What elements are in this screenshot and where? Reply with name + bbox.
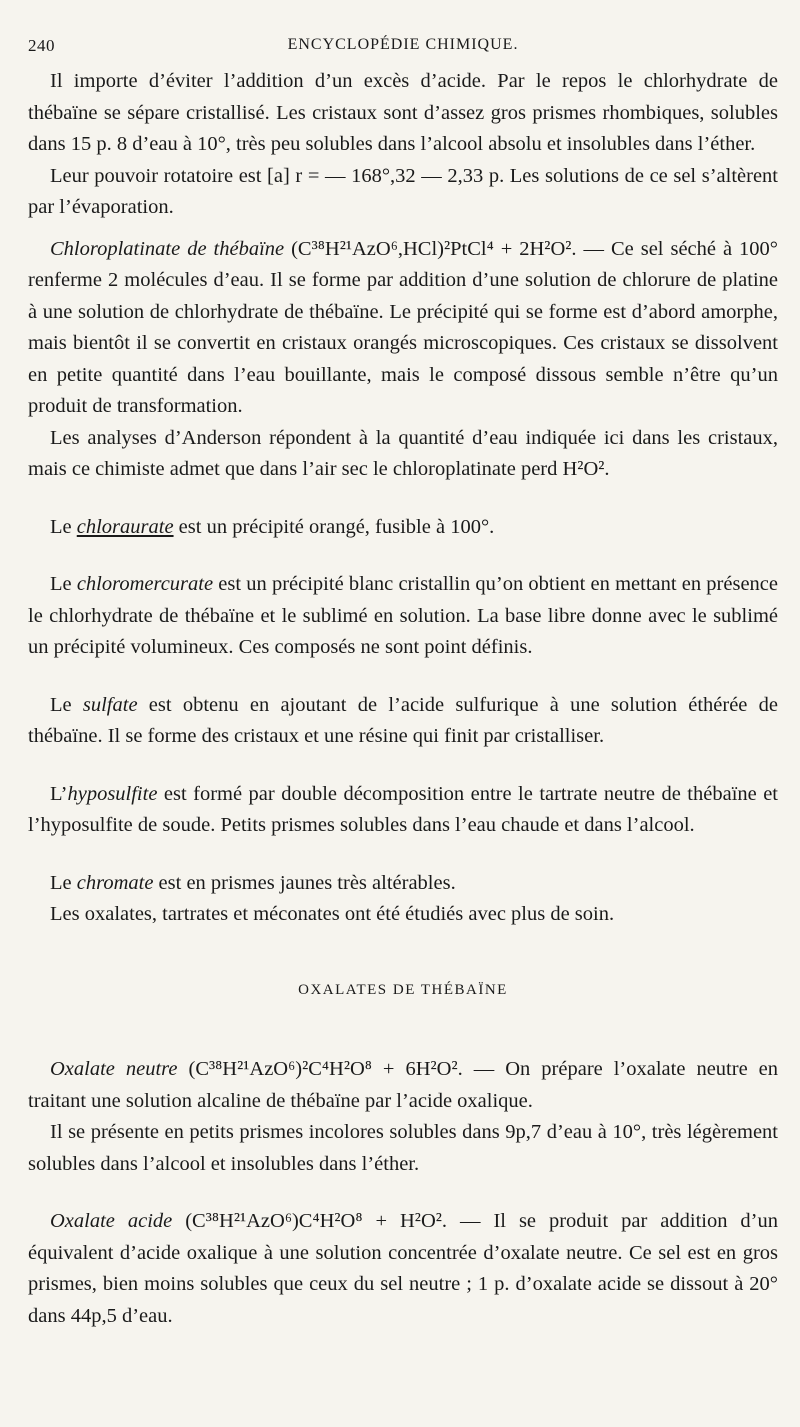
paragraph-text: est obtenu en ajoutant de l’acide sulfurique à une solution éthérée de thébaïne. Il se forme des cristaux et une résine qui finit par cristalliser.: [28, 693, 778, 747]
paragraph-text: — On prépare l’oxalate neutre en traitant une solution alcaline de thébaïne par l’acide oxalique.: [28, 1058, 779, 1112]
word: L’: [50, 782, 68, 805]
formula: (C³⁸H²¹AzO⁶)C⁴H²O⁸ + H²O².: [185, 1210, 448, 1232]
running-title: ENCYCLOPÉDIE CHIMIQUE.: [287, 36, 519, 53]
paragraph-text: est formé par double décomposition entre le tartrate neutre de thébaïne et l’hyposulfite de soude. Petits prismes solubles dans l’eau chaude et dans l’alcool.: [28, 782, 779, 836]
word: Le: [50, 573, 72, 595]
word: Le: [50, 871, 72, 894]
term-oxalate-neutre: Oxalate neutre: [50, 1058, 178, 1080]
term-oxalate-acide: Oxalate acide: [50, 1210, 173, 1232]
body-text: [28, 66, 778, 1332]
word: Le: [50, 515, 72, 538]
term-hyposulfite: hyposulfite: [67, 782, 158, 805]
paragraph-chromate: [28, 868, 778, 900]
paragraph-chloraurate: [28, 512, 778, 544]
paragraph-chloroplatinate: [28, 234, 778, 423]
paragraph: Leur pouvoir rotatoire est [a] r = — 168°,32 — 2,33 p. Les solutions de ce sel s’altèrent par l’évaporation.: [28, 164, 778, 218]
term-sulfate: sulfate: [82, 693, 138, 716]
page-header: [28, 30, 778, 58]
section-title: OXALATES DE THÉBAÏNE: [298, 981, 508, 998]
term-chromate: chromate: [76, 871, 154, 894]
paragraph-oxalate-acide: [28, 1206, 778, 1332]
paragraph-text: — Ce sel séché à 100° renferme 2 molécules d’eau. Il se forme par addition d’une solution de chlorure de platine à une solution de chlorhydrate de thébaïne. Le précipité qui se forme est d’abord amorphe, mais bientôt il se convertit en cristaux orangés microscopiques. Ces cristaux se dissolvent en petite quantité dans l’eau bouillante, mais le composé dissous semble n’être qu’un produit de transformation.: [28, 237, 779, 417]
paragraph-oxalate-neutre: [28, 1054, 778, 1117]
formula: (C³⁸H²¹AzO⁶,HCl)²PtCl⁴ + 2H²O².: [291, 237, 577, 260]
paragraph: Les analyses d’Anderson répondent à la quantité d’eau indiquée ici dans les cristaux, mais ce chimiste admet que dans l’air sec le chloroplatinate perd H²O².: [28, 426, 778, 480]
paragraph-text: est un précipité blanc cristallin qu’on obtient en mettant en présence le chlorhydrate de thébaïne et le sublimé en solution. La base libre donne avec le sublimé un précipité volumineux. Ces composés ne sont point définis.: [28, 573, 779, 658]
term-chloromercurate: chloromercurate: [76, 573, 214, 595]
paragraph-text: est un précipité orangé, fusible à 100°.: [178, 515, 495, 538]
paragraph-text: est en prismes jaunes très altérables.: [158, 871, 456, 894]
formula: (C³⁸H²¹AzO⁶)²C⁴H²O⁸ + 6H²O².: [188, 1058, 463, 1080]
term-chloraurate: chloraurate: [76, 515, 174, 538]
paragraph-text: — Il se produit par addition d’un équivalent d’acide oxalique à une solution concentrée d’oxalate neutre. Ce sel est en gros prismes, bien moins solubles que ceux du sel neutre ; 1 p. d’oxalate acide se dissout à 20° dans 44p,5 d’eau.: [28, 1210, 779, 1327]
paragraph: Les oxalates, tartrates et méconates ont été étudiés avec plus de soin.: [50, 903, 615, 925]
paragraph-sulfate: [28, 690, 778, 753]
term-chloroplatinate: Chloroplatinate de thébaïne: [50, 237, 285, 260]
paragraph: Il se présente en petits prismes incolores solubles dans 9p,7 d’eau à 10°, très légèrement solubles dans l’alcool et insolubles dans l’éther.: [28, 1121, 778, 1175]
word: Le: [50, 693, 72, 716]
paragraph: Il importe d’éviter l’addition d’un excès d’acide. Par le repos le chlorhydrate de thébaïne se sépare cristallisé. Les cristaux sont d’assez gros prismes rhombiques, solubles dans 15 p. 8 d’eau à 10°, très peu solubles dans l’alcool absolu et insolubles dans l’éther.: [28, 70, 778, 155]
page-number: 240: [28, 36, 55, 55]
paragraph-chloromercurate: [28, 569, 778, 664]
paragraph-hyposulfite: [28, 779, 778, 842]
